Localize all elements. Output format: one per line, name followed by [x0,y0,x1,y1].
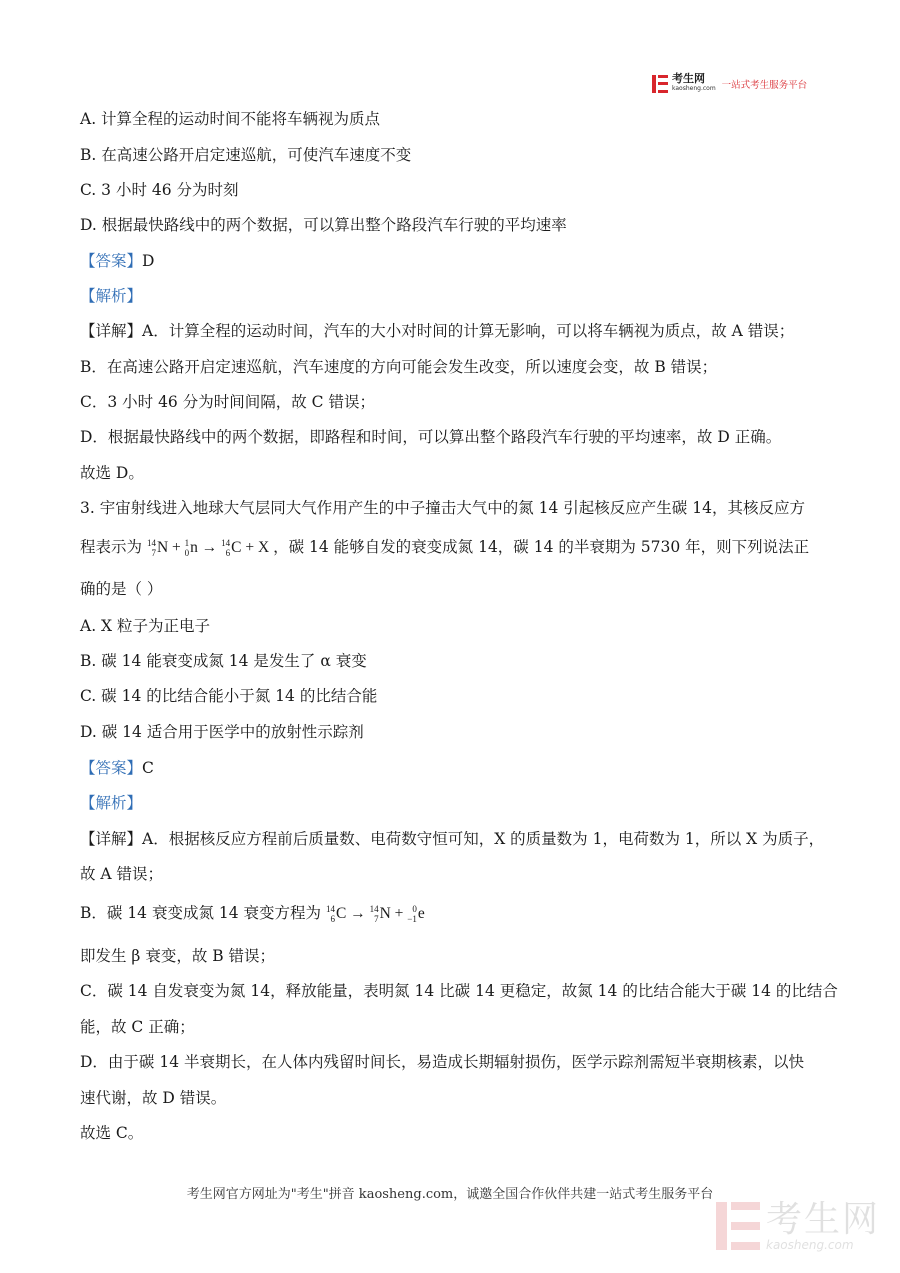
q3-stem-line1: 3. 宇宙射线进入地球大气层同大气作用产生的中子撞击大气中的氮 14 引起核反应产生碳 14，其核反应方 [80,499,805,517]
header-logo[interactable] [652,73,807,95]
logo-text-cn: 考生网 [672,72,705,85]
q2-option-b: B. 在高速公路开启定速巡航，可使汽车速度不变 [80,146,412,164]
q3-stem-line3: 确的是（ ） [80,580,163,598]
q3-answer: C [142,759,154,777]
footer-text: 考生网官方网址为"考生"拼音 kaosheng.com，诚邀全国合作伙伴共建一站式考生服务平台 [186,1187,714,1202]
q2-option-d: D. 根据最快路线中的两个数据，可以算出整个路段汽车行驶的平均速率 [80,216,567,234]
q3-detail-d-line1: D．由于碳 14 半衰期长，在人体内残留时间长，易造成长期辐射损伤，医学示踪剂需短半衰期核素，以快 [80,1053,805,1071]
q3-detail-b-line1: B．碳 14 衰变成氮 14 衰变方程为 14 6 C → 14 7 N + 0 −1 e [80,904,425,925]
q2-detail-label: 【详解】 [80,322,143,340]
q2-detail-a: 【详解】A．计算全程的运动时间，汽车的大小对时间的计算无影响，可以将车辆视为质点，故 A 错误； [80,322,795,340]
watermark [716,1201,880,1251]
q3-detail-b-line2: 即发生 β 衰变，故 B 错误； [80,947,276,965]
q3-option-d: D. 碳 14 适合用于医学中的放射性示踪剂 [80,723,364,741]
watermark-text-en: kaosheng.com [766,1238,854,1252]
q3-answer-line [80,758,154,778]
q3-answer-label: 【答案】 [80,759,143,777]
q3-detail-c-line1: C．碳 14 自发衰变为氮 14，释放能量，表明氮 14 比碳 14 更稳定，故氮 14 的比结合能大于碳 14 的比结合 [80,982,838,1000]
watermark-text-cn: 考生网 [766,1199,881,1240]
q3-option-c: C. 碳 14 的比结合能小于氮 14 的比结合能 [80,687,378,705]
watermark-logo-icon [716,1202,760,1250]
q3-conclusion: 故选 C。 [80,1124,144,1142]
q3-option-a: A. X 粒子为正电子 [80,617,211,635]
nuclear-equation-1: 14 7 N + 1 0 n → 14 6 C + X [146,538,270,559]
q2-answer-line [80,251,154,271]
q2-detail-c: C．3 小时 46 分为时间间隔，故 C 错误； [80,393,375,411]
q2-analysis-label: 【解析】 [80,287,143,305]
q2-option-a: A. 计算全程的运动时间不能将车辆视为质点 [80,110,381,128]
q2-option-c: C. 3 小时 46 分为时刻 [80,181,239,199]
q2-answer-label: 【答案】 [80,252,143,270]
q2-answer: D [142,252,155,270]
q2-detail-d: D．根据最快路线中的两个数据，即路程和时间，可以算出整个路段汽车行驶的平均速率，故 D 正确。 [80,428,782,446]
q3-detail-d-line2: 速代谢，故 D 错误。 [80,1089,227,1107]
q3-stem-line2: 程表示为 14 7 N + 1 0 n → 14 6 C + X ，碳 14 能够自发的衰变成氮 14，碳 14 的半衰期为 5730 年，则下列说法正 [80,538,810,559]
q3-detail-label: 【详解】 [80,830,143,848]
q2-conclusion: 故选 D。 [80,464,144,482]
logo-tagline: 一站式考生服务平台 [721,80,808,91]
logo-icon [652,75,668,93]
q3-detail-c-line2: 能，故 C 正确； [80,1018,195,1036]
q3-detail-a-line1: 【详解】A．根据核反应方程前后质量数、电荷数守恒可知，X 的质量数为 1，电荷数为 1，所以 X 为质子， [80,830,825,848]
q3-analysis-label: 【解析】 [80,794,143,812]
q3-option-b: B. 碳 14 能衰变成氮 14 是发生了 α 衰变 [80,652,367,670]
q3-detail-a-line2: 故 A 错误； [80,865,164,883]
q2-detail-b: B．在高速公路开启定速巡航，汽车速度的方向可能会发生改变，所以速度会变，故 B 错误； [80,358,718,376]
logo-text-en: kaosheng.com [672,85,716,92]
nuclear-equation-2: 14 6 C → 14 7 N + 0 −1 e [325,904,425,925]
